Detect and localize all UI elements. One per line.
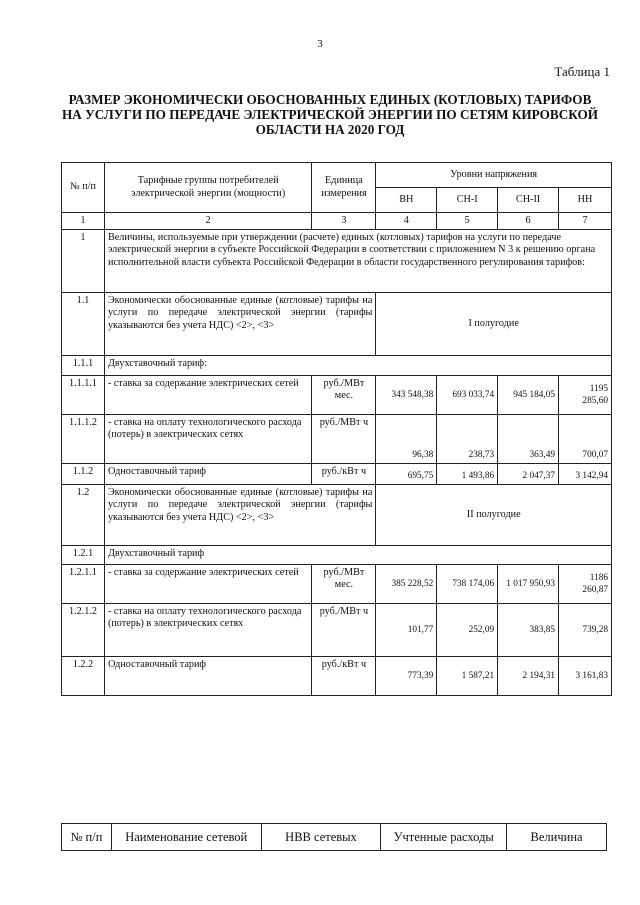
- value-vn: 343 548,38: [376, 376, 437, 415]
- table-row: [62, 546, 612, 565]
- row-num: 1.1: [62, 293, 105, 356]
- row-unit: руб./МВт ч: [312, 415, 376, 464]
- header-value: Величина: [507, 824, 607, 851]
- row-text: - ставка за содержание электрических сетей: [104, 565, 312, 604]
- table-header-row: [62, 824, 607, 851]
- table-label: Таблица 1: [554, 64, 610, 79]
- colnum: 5: [437, 213, 498, 230]
- value-sn1: 1 493,86: [437, 464, 498, 485]
- network-nvv-table-header: [61, 823, 607, 851]
- header-expenses: Учтенные расходы: [381, 824, 507, 851]
- row-num: 1.2: [62, 485, 105, 546]
- row-text: Двухставочный тариф:: [104, 356, 611, 376]
- row-text: - ставка за содержание электрических сетей: [104, 376, 312, 415]
- table-row: [62, 657, 612, 696]
- row-unit: руб./МВт мес.: [312, 376, 376, 415]
- document-title: РАЗМЕР ЭКОНОМИЧЕСКИ ОБОСНОВАННЫХ ЕДИНЫХ (КОТЛОВЫХ) ТАРИФОВ НА УСЛУГИ ПО ПЕРЕДАЧЕ ЭЛЕКТРИЧЕСКОЙ ЭНЕРГИИ ПО СЕТЯМ КИРОВСКОЙ ОБЛАСТИ НА 2020 ГОД: [61, 92, 598, 137]
- header-nvv: НВВ сетевых: [261, 824, 381, 851]
- period-label: I полугодие: [376, 293, 612, 356]
- row-unit: руб./кВт ч: [312, 464, 376, 485]
- row-text: Экономически обоснованные единые (котловые) тарифы на услуги по передаче электрической энергии (тарифы указываются без учета НДС) <2>, <3>: [104, 293, 375, 356]
- value-nn: 1195 285,60: [559, 376, 612, 415]
- value-nn: 739,28: [559, 604, 612, 657]
- value-sn2: 1 017 950,93: [498, 565, 559, 604]
- header-network-name: Наименование сетевой: [111, 824, 261, 851]
- row-text: Одноставочный тариф: [104, 464, 312, 485]
- header-num: № п/п: [62, 824, 112, 851]
- tariff-table: [61, 162, 612, 696]
- table-row: [62, 230, 612, 293]
- value-sn2: 383,85: [498, 604, 559, 657]
- table-row: [62, 415, 612, 464]
- value-nn: 1186 260,87: [559, 565, 612, 604]
- value-sn1: 252,09: [437, 604, 498, 657]
- colnum: 3: [312, 213, 376, 230]
- value-sn1: 1 587,21: [437, 657, 498, 696]
- row-num: 1.1.2: [62, 464, 105, 485]
- row-text: - ставка на оплату технологического расхода (потерь) в электрических сетях: [104, 415, 312, 464]
- value-sn2: 363,49: [498, 415, 559, 464]
- row-unit: руб./МВт мес.: [312, 565, 376, 604]
- value-vn: 96,38: [376, 415, 437, 464]
- value-nn: 3 142,94: [559, 464, 612, 485]
- header-sn1: СН-I: [437, 188, 498, 213]
- value-vn: 385 228,52: [376, 565, 437, 604]
- row-num: 1.1.1.1: [62, 376, 105, 415]
- value-sn1: 738 174,06: [437, 565, 498, 604]
- row-num: 1.1.1.2: [62, 415, 105, 464]
- value-vn: 773,39: [376, 657, 437, 696]
- row-text: Двухставочный тариф: [104, 546, 611, 565]
- value-sn1: 238,73: [437, 415, 498, 464]
- row-num: 1: [62, 230, 105, 293]
- row-num: 1.2.2: [62, 657, 105, 696]
- table-header-row: [62, 163, 612, 188]
- colnum: 1: [62, 213, 105, 230]
- header-vn: ВН: [376, 188, 437, 213]
- colnum: 6: [498, 213, 559, 230]
- value-nn: 700,07: [559, 415, 612, 464]
- colnum: 2: [104, 213, 312, 230]
- header-nn: НН: [559, 188, 612, 213]
- value-sn2: 945 184,05: [498, 376, 559, 415]
- value-nn: 3 161,83: [559, 657, 612, 696]
- header-unit: Единица измерения: [312, 163, 376, 213]
- header-sn2: СН-II: [498, 188, 559, 213]
- row-num: 1.2.1.1: [62, 565, 105, 604]
- column-numbers-row: [62, 213, 612, 230]
- value-sn2: 2 194,31: [498, 657, 559, 696]
- value-sn2: 2 047,37: [498, 464, 559, 485]
- row-text: Величины, используемые при утверждении (расчете) единых (котловых) тарифов на услуги по передаче электрической энергии в субъекте Российской Федерации в соответствии с приложением N 3 к решению органа исполнительной власти субъекта Российской Федерации в области государственного регулирования тарифов:: [104, 230, 611, 293]
- table-row: [62, 464, 612, 485]
- row-text: - ставка на оплату технологического расхода (потерь) в электрических сетях: [104, 604, 312, 657]
- table-row: [62, 485, 612, 546]
- period-label: II полугодие: [376, 485, 612, 546]
- header-levels: Уровни напряжения: [376, 163, 612, 188]
- table-row: [62, 356, 612, 376]
- row-unit: руб./кВт ч: [312, 657, 376, 696]
- value-vn: 101,77: [376, 604, 437, 657]
- table-row: [62, 565, 612, 604]
- row-unit: руб./МВт ч: [312, 604, 376, 657]
- header-groups: Тарифные группы потребителей электрической энергии (мощности): [104, 163, 312, 213]
- table-row: [62, 376, 612, 415]
- row-text: Экономически обоснованные единые (котловые) тарифы на услуги по передаче электрической энергии (тарифы указываются без учета НДС) <2>, <3>: [104, 485, 375, 546]
- header-num: № п/п: [62, 163, 105, 213]
- row-num: 1.2.1.2: [62, 604, 105, 657]
- value-sn1: 693 033,74: [437, 376, 498, 415]
- value-vn: 695,75: [376, 464, 437, 485]
- page-number: 3: [317, 38, 323, 50]
- row-text: Одноставочный тариф: [104, 657, 312, 696]
- table-row: [62, 604, 612, 657]
- table-row: [62, 293, 612, 356]
- row-num: 1.1.1: [62, 356, 105, 376]
- colnum: 4: [376, 213, 437, 230]
- colnum: 7: [559, 213, 612, 230]
- row-num: 1.2.1: [62, 546, 105, 565]
